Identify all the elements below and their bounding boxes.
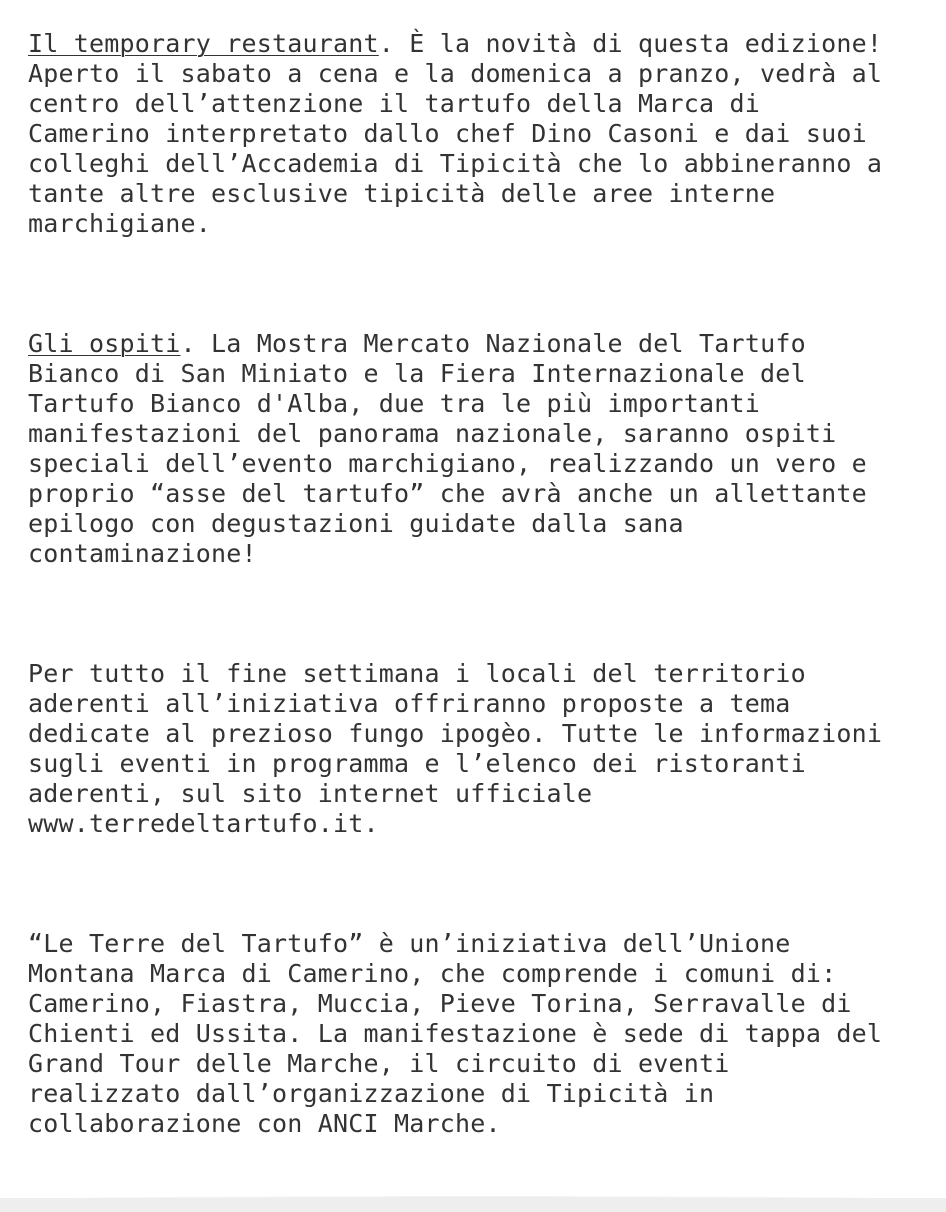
paragraph-guests	[28, 329, 928, 569]
paragraph-temporary-restaurant	[28, 29, 928, 239]
paragraph-lead: Gli ospiti	[28, 329, 181, 358]
paragraph-lead: Il temporary restaurant	[28, 29, 379, 58]
bottom-bar	[0, 1198, 946, 1212]
paragraph-weekend-venues	[28, 659, 928, 839]
paragraph-text: . La Mostra Mercato Nazionale del Tartufo Bianco di San Miniato e la Fiera Internazionale del Tartufo Bianco d'Alba, due tra le più importanti manifestazioni del panorama nazionale, saranno ospiti speciali dell’evento marchigiano, realizzando un vero e proprio “asse del tartufo” che avrà anche un allettante epilogo con degustazioni guidate dalla sana contaminazione!	[28, 329, 867, 568]
paragraph-text: “Le Terre del Tartufo” è un’iniziativa dell’Unione Montana Marca di Camerino, che comprende i comuni di: Camerino, Fiastra, Muccia, Pieve Torina, Serravalle di Chienti ed Ussita. La manifestazione è sede di tappa del Grand Tour delle Marche, il circuito di eventi realizzato dall’organizzazione di Tipicità in collaborazione con ANCI Marche.	[28, 929, 883, 1138]
paragraph-text: . È la novità di questa edizione! Aperto il sabato a cena e la domenica a pranzo, vedrà al centro dell’attenzione il tartufo della Marca di Camerino interpretato dallo chef Dino Casoni e dai suoi colleghi dell’Accademia di Tipicità che lo abbineranno a tante altre esclusive tipicità delle aree interne marchigiane.	[28, 29, 883, 238]
paragraph-initiative	[28, 929, 928, 1139]
article-body	[28, 29, 928, 1139]
paragraph-text: Per tutto il fine settimana i locali del territorio aderenti all’iniziativa offriranno proposte a tema dedicate al prezioso fungo ipogèo. Tutte le informazioni sugli eventi in programma e l’elenco dei ristoranti aderenti, sul sito internet ufficiale www.terredeltartufo.it.	[28, 659, 883, 838]
